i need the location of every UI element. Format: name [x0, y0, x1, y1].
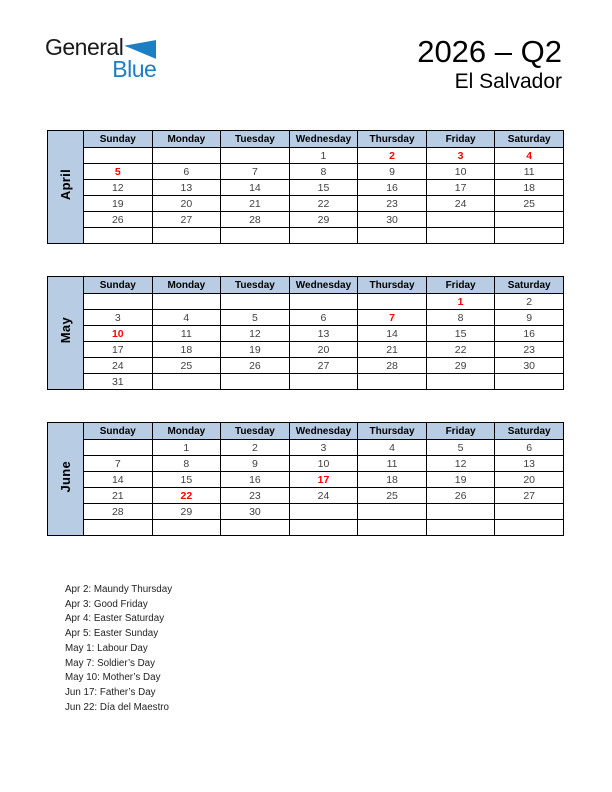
week-row: [48, 310, 564, 326]
weekday-header-friday: Friday: [426, 277, 495, 294]
holiday-list: [65, 583, 172, 715]
day-cell-may-23: 23: [495, 342, 564, 358]
day-cell-may-2: 2: [495, 294, 564, 310]
day-cell-empty: [426, 374, 495, 390]
day-cell-april-28: 28: [221, 212, 290, 228]
weekday-header-thursday: Thursday: [358, 277, 427, 294]
weekday-header-tuesday: Tuesday: [221, 277, 290, 294]
day-cell-june-3: 3: [289, 440, 358, 456]
day-cell-june-17: 17: [289, 472, 358, 488]
day-cell-empty: [495, 374, 564, 390]
day-cell-june-23: 23: [221, 488, 290, 504]
month-label-april: [48, 131, 84, 244]
day-cell-may-8: 8: [426, 310, 495, 326]
day-cell-june-12: 12: [426, 456, 495, 472]
day-cell-june-18: 18: [358, 472, 427, 488]
day-cell-june-28: 28: [84, 504, 153, 520]
general-blue-logo: [45, 36, 156, 80]
day-cell-may-11: 11: [152, 326, 221, 342]
day-cell-empty: [84, 294, 153, 310]
weekday-header-row: [48, 277, 564, 294]
weekday-header-saturday: Saturday: [495, 423, 564, 440]
day-cell-april-8: 8: [289, 164, 358, 180]
weekday-header-sunday: Sunday: [84, 277, 153, 294]
weekday-header-saturday: Saturday: [495, 277, 564, 294]
day-cell-april-27: 27: [152, 212, 221, 228]
day-cell-empty: [84, 228, 153, 244]
weekday-header-thursday: Thursday: [358, 423, 427, 440]
week-row: [48, 294, 564, 310]
day-cell-empty: [152, 520, 221, 536]
month-label-june: [48, 423, 84, 536]
day-cell-april-21: 21: [221, 196, 290, 212]
day-cell-april-14: 14: [221, 180, 290, 196]
day-cell-june-6: 6: [495, 440, 564, 456]
day-cell-empty: [221, 374, 290, 390]
day-cell-june-15: 15: [152, 472, 221, 488]
day-cell-june-22: 22: [152, 488, 221, 504]
day-cell-june-21: 21: [84, 488, 153, 504]
day-cell-april-15: 15: [289, 180, 358, 196]
calendar-area: [47, 130, 564, 568]
day-cell-may-5: 5: [221, 310, 290, 326]
day-cell-june-29: 29: [152, 504, 221, 520]
day-cell-empty: [495, 212, 564, 228]
day-cell-empty: [289, 504, 358, 520]
day-cell-may-22: 22: [426, 342, 495, 358]
month-label-may: [48, 277, 84, 390]
weekday-header-sunday: Sunday: [84, 423, 153, 440]
week-row: [48, 326, 564, 342]
holiday-item: May 1: Labour Day: [65, 642, 148, 654]
holiday-item: Apr 5: Easter Sunday: [65, 628, 159, 640]
day-cell-empty: [221, 228, 290, 244]
week-row: [48, 212, 564, 228]
day-cell-june-14: 14: [84, 472, 153, 488]
day-cell-april-30: 30: [358, 212, 427, 228]
calendar-table-may: [47, 276, 564, 390]
week-row: [48, 504, 564, 520]
weekday-header-row: [48, 423, 564, 440]
holiday-item: Apr 3: Good Friday: [65, 598, 148, 610]
day-cell-april-19: 19: [84, 196, 153, 212]
day-cell-empty: [289, 374, 358, 390]
holiday-item: May 7: Soldier’s Day: [65, 657, 156, 669]
page-title: 2026 – Q2: [417, 34, 562, 69]
week-row: [48, 456, 564, 472]
weekday-header-tuesday: Tuesday: [221, 131, 290, 148]
day-cell-june-10: 10: [289, 456, 358, 472]
day-cell-june-27: 27: [495, 488, 564, 504]
day-cell-april-29: 29: [289, 212, 358, 228]
day-cell-may-16: 16: [495, 326, 564, 342]
day-cell-empty: [221, 520, 290, 536]
day-cell-june-9: 9: [221, 456, 290, 472]
weekday-header-sunday: Sunday: [84, 131, 153, 148]
logo-text-general: General: [45, 34, 124, 60]
day-cell-june-30: 30: [221, 504, 290, 520]
day-cell-may-21: 21: [358, 342, 427, 358]
day-cell-june-26: 26: [426, 488, 495, 504]
day-cell-empty: [152, 228, 221, 244]
day-cell-may-7: 7: [358, 310, 427, 326]
day-cell-empty: [152, 294, 221, 310]
holiday-item: Jun 22: Día del Maestro: [65, 701, 170, 713]
day-cell-may-6: 6: [289, 310, 358, 326]
weekday-header-saturday: Saturday: [495, 131, 564, 148]
weekday-header-wednesday: Wednesday: [289, 131, 358, 148]
day-cell-empty: [221, 148, 290, 164]
week-row: [48, 180, 564, 196]
weekday-header-wednesday: Wednesday: [289, 277, 358, 294]
weekday-header-friday: Friday: [426, 131, 495, 148]
day-cell-empty: [289, 228, 358, 244]
day-cell-june-11: 11: [358, 456, 427, 472]
day-cell-april-2: 2: [358, 148, 427, 164]
day-cell-may-28: 28: [358, 358, 427, 374]
day-cell-may-24: 24: [84, 358, 153, 374]
day-cell-june-20: 20: [495, 472, 564, 488]
day-cell-april-22: 22: [289, 196, 358, 212]
week-row: [48, 148, 564, 164]
holiday-item: Apr 4: Easter Saturday: [65, 613, 165, 625]
day-cell-june-13: 13: [495, 456, 564, 472]
holiday-item: Apr 2: Maundy Thursday: [65, 584, 173, 595]
week-row: [48, 358, 564, 374]
day-cell-empty: [426, 520, 495, 536]
week-row: [48, 472, 564, 488]
day-cell-april-10: 10: [426, 164, 495, 180]
week-row: [48, 228, 564, 244]
month-label-text: June: [58, 460, 73, 493]
day-cell-june-4: 4: [358, 440, 427, 456]
day-cell-may-15: 15: [426, 326, 495, 342]
day-cell-empty: [84, 440, 153, 456]
day-cell-april-5: 5: [84, 164, 153, 180]
weekday-header-monday: Monday: [152, 131, 221, 148]
day-cell-may-26: 26: [221, 358, 290, 374]
logo-text-blue: Blue: [112, 56, 157, 82]
day-cell-june-19: 19: [426, 472, 495, 488]
weekday-header-tuesday: Tuesday: [221, 423, 290, 440]
week-row: [48, 374, 564, 390]
day-cell-may-13: 13: [289, 326, 358, 342]
day-cell-april-3: 3: [426, 148, 495, 164]
day-cell-june-7: 7: [84, 456, 153, 472]
day-cell-may-12: 12: [221, 326, 290, 342]
day-cell-may-18: 18: [152, 342, 221, 358]
week-row: [48, 196, 564, 212]
day-cell-april-12: 12: [84, 180, 153, 196]
weekday-header-row: [48, 131, 564, 148]
day-cell-april-26: 26: [84, 212, 153, 228]
day-cell-june-25: 25: [358, 488, 427, 504]
day-cell-empty: [152, 374, 221, 390]
day-cell-empty: [426, 212, 495, 228]
day-cell-june-16: 16: [221, 472, 290, 488]
day-cell-april-7: 7: [221, 164, 290, 180]
day-cell-may-4: 4: [152, 310, 221, 326]
weekday-header-monday: Monday: [152, 423, 221, 440]
day-cell-april-13: 13: [152, 180, 221, 196]
day-cell-empty: [358, 504, 427, 520]
day-cell-may-30: 30: [495, 358, 564, 374]
day-cell-empty: [152, 148, 221, 164]
title-block: [417, 36, 562, 95]
week-row: [48, 488, 564, 504]
day-cell-empty: [495, 520, 564, 536]
day-cell-june-2: 2: [221, 440, 290, 456]
day-cell-april-17: 17: [426, 180, 495, 196]
day-cell-empty: [289, 520, 358, 536]
week-row: [48, 440, 564, 456]
day-cell-may-10: 10: [84, 326, 153, 342]
day-cell-april-11: 11: [495, 164, 564, 180]
day-cell-may-19: 19: [221, 342, 290, 358]
calendar-table-april: [47, 130, 564, 244]
weekday-header-thursday: Thursday: [358, 131, 427, 148]
day-cell-empty: [84, 520, 153, 536]
month-label-text: May: [58, 317, 73, 344]
day-cell-may-1: 1: [426, 294, 495, 310]
day-cell-empty: [426, 228, 495, 244]
day-cell-may-25: 25: [152, 358, 221, 374]
day-cell-may-14: 14: [358, 326, 427, 342]
day-cell-empty: [358, 294, 427, 310]
holiday-item: Jun 17: Father’s Day: [65, 686, 156, 698]
holiday-item: May 10: Mother’s Day: [65, 672, 161, 684]
day-cell-empty: [426, 504, 495, 520]
day-cell-may-29: 29: [426, 358, 495, 374]
day-cell-may-3: 3: [84, 310, 153, 326]
week-row: [48, 342, 564, 358]
day-cell-may-31: 31: [84, 374, 153, 390]
day-cell-empty: [358, 228, 427, 244]
page-header: [45, 36, 562, 95]
day-cell-may-17: 17: [84, 342, 153, 358]
day-cell-empty: [495, 504, 564, 520]
day-cell-empty: [221, 294, 290, 310]
weekday-header-friday: Friday: [426, 423, 495, 440]
day-cell-empty: [495, 228, 564, 244]
page-subtitle: El Salvador: [454, 69, 562, 93]
weekday-header-monday: Monday: [152, 277, 221, 294]
day-cell-may-20: 20: [289, 342, 358, 358]
weekday-header-wednesday: Wednesday: [289, 423, 358, 440]
day-cell-april-6: 6: [152, 164, 221, 180]
week-row: [48, 520, 564, 536]
day-cell-may-9: 9: [495, 310, 564, 326]
day-cell-april-23: 23: [358, 196, 427, 212]
day-cell-april-20: 20: [152, 196, 221, 212]
day-cell-april-16: 16: [358, 180, 427, 196]
day-cell-april-4: 4: [495, 148, 564, 164]
day-cell-june-1: 1: [152, 440, 221, 456]
calendar-table-june: [47, 422, 564, 536]
month-label-text: April: [58, 168, 73, 201]
day-cell-june-24: 24: [289, 488, 358, 504]
day-cell-empty: [358, 520, 427, 536]
day-cell-april-18: 18: [495, 180, 564, 196]
day-cell-june-5: 5: [426, 440, 495, 456]
day-cell-may-27: 27: [289, 358, 358, 374]
day-cell-empty: [289, 294, 358, 310]
week-row: [48, 164, 564, 180]
day-cell-april-9: 9: [358, 164, 427, 180]
day-cell-april-25: 25: [495, 196, 564, 212]
day-cell-april-24: 24: [426, 196, 495, 212]
day-cell-empty: [358, 374, 427, 390]
day-cell-april-1: 1: [289, 148, 358, 164]
day-cell-empty: [84, 148, 153, 164]
day-cell-june-8: 8: [152, 456, 221, 472]
